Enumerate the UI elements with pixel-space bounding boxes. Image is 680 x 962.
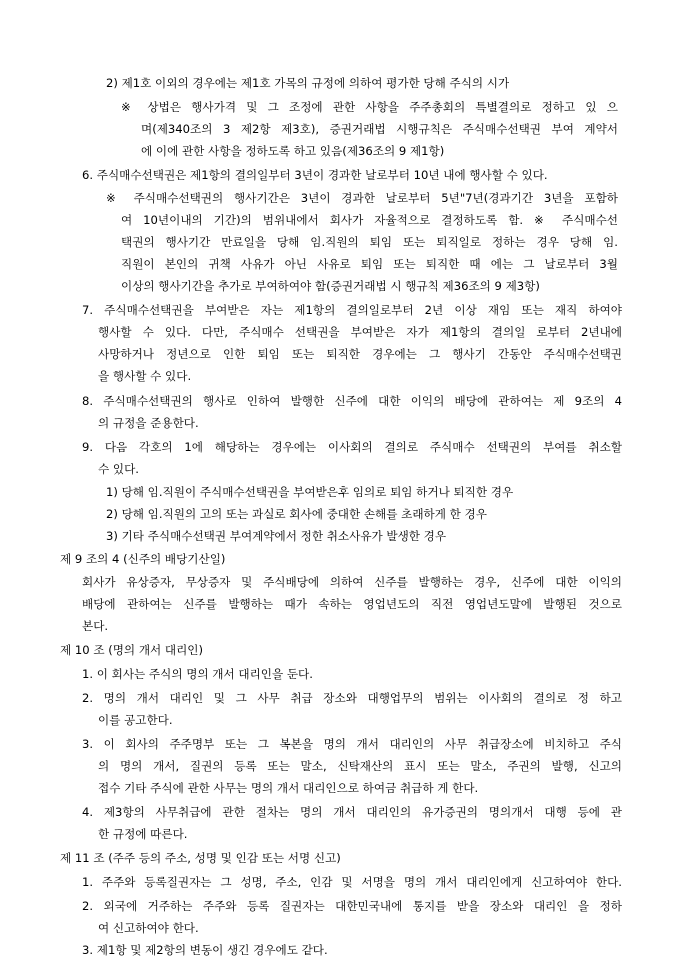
note-line: 택권의 행사기간 만료일을 당해 임.직원의 퇴임 또는 퇴직일로 정하는 경우 당해 임. <box>121 235 618 249</box>
paragraph-line: 본다. <box>82 619 109 633</box>
list-item: 을 행사할 수 있다. <box>98 369 192 383</box>
note-line: 이상의 행사기간을 추가로 부여하여야 함(증권거래법 시 행규칙 제36조의 9 제3항) <box>121 279 540 293</box>
list-item: 1. 이 회사는 주식의 명의 개서 대리인을 둔다. <box>82 667 313 681</box>
list-item: 9. 다음 각호의 1에 해당하는 경우에는 이사회의 결의로 주식매수 선택권의 부여를 취소할 <box>82 440 622 454</box>
list-item: 여 신고하여야 한다. <box>98 921 199 935</box>
note-line: 직원이 본인의 귀책 사유가 아닌 사유로 퇴임 또는 퇴직한 때 에는 그 날로부터 3월 <box>121 257 618 271</box>
note-line: 여 10년이내의 기간)의 범위내에서 회사가 자율적으로 결정하도록 함. ※ 주식매수선 <box>121 213 618 227</box>
text-line: 2) 제1호 이외의 경우에는 제1호 가목의 규정에 의하여 평가한 당해 주식의 시가 <box>106 76 510 90</box>
list-item: 의 명의 개서, 질권의 등록 또는 말소, 신탁재산의 표시 또는 말소, 주권의 발행, 신고의 <box>98 759 622 773</box>
list-item: 3. 제1항 및 제2항의 변동이 생긴 경우에도 같다. <box>82 943 328 957</box>
sub-item: 2) 당해 임.직원의 고의 또는 과실로 회사에 중대한 손해를 초래하게 한 경우 <box>106 507 487 521</box>
list-item: 3. 이 회사의 주주명부 또는 그 복본을 명의 개서 대리인의 사무 취급장소에 비치하고 주식 <box>82 737 622 751</box>
note-line: 며(제340조의 3 제2항 제3호), 증권거래법 시행규칙은 주식매수선택권 부여 계약서 <box>141 122 618 136</box>
list-item: 의 규정을 준용한다. <box>98 416 199 430</box>
list-item: 4. 제3항의 사무취급에 관한 절차는 명의 개서 대리인의 유가증권의 명의개서 대행 등에 관 <box>82 805 622 819</box>
sub-item: 3) 기타 주식매수선택권 부여계약에서 정한 취소사유가 발생한 경우 <box>106 529 447 543</box>
list-item: 수 있다. <box>98 462 139 476</box>
list-item: 6. 주식매수선택권은 제1항의 결의일부터 3년이 경과한 날로부터 10년 내에 행사할 수 있다. <box>82 168 548 182</box>
note-line: ※ 상법은 행사가격 및 그 조정에 관한 사항을 주주총회의 특별결의로 정하고 있 으 <box>121 100 618 114</box>
paragraph-line: 배당에 관하여는 신주를 발행하는 때가 속하는 영업년도의 직전 영업년도말에 발행된 것으로 <box>82 597 622 611</box>
list-item: 2. 명의 개서 대리인 및 그 사무 취급 장소와 대행업무의 범위는 이사회의 결의로 정 하고 <box>82 691 622 705</box>
article-heading: 제 9 조의 4 (신주의 배당기산일) <box>60 552 226 566</box>
article-heading: 제 10 조 (명의 개서 대리인) <box>60 643 204 657</box>
sub-item: 1) 당해 임.직원이 주식매수선택권을 부여받은후 임의로 퇴임 하거나 퇴직한 경우 <box>106 485 514 499</box>
list-item: 행사할 수 있다. 다만, 주식매수 선택권을 부여받은 자가 제1항의 결의일 로부터 2년내에 <box>98 325 622 339</box>
note-line: 에 이에 관한 사항을 정하도록 하고 있음(제36조의 9 제1항) <box>141 144 445 158</box>
article-heading: 제 11 조 (주주 등의 주소, 성명 및 인감 또는 서명 신고) <box>60 851 341 865</box>
list-item: 사망하거나 정년으로 인한 퇴임 또는 퇴직한 경우에는 그 행사기 간동안 주식매수선택권 <box>98 347 622 361</box>
list-item: 한 규정에 따른다. <box>98 827 188 841</box>
list-item: 7. 주식매수선택권을 부여받은 자는 제1항의 결의일로부터 2년 이상 재임 또는 재직 하여야 <box>82 303 622 317</box>
list-item: 8. 주식매수선택권의 행사로 인하여 발행한 신주에 대한 이익의 배당에 관하여는 제 9조의 4 <box>82 394 622 408</box>
list-item: 1. 주주와 등록질권자는 그 성명, 주소, 인감 및 서명을 명의 개서 대리인에게 신고하여야 한다. <box>82 875 622 889</box>
list-item: 2. 외국에 거주하는 주주와 등록 질권자는 대한민국내에 통지를 받을 장소와 대리인 을 정하 <box>82 899 622 913</box>
paragraph-line: 회사가 유상증자, 무상증자 및 주식배당에 의하여 신주를 발행하는 경우, 신주에 대한 이익의 <box>82 575 622 589</box>
note-line: ※ 주식매수선택권의 행사기간은 3년이 경과한 날로부터 5년"7년(경과기간 3년을 포함하 <box>106 191 618 205</box>
list-item: 접수 기타 주식에 관한 사무는 명의 개서 대리인으로 하여금 취급하 게 한다. <box>98 781 479 795</box>
list-item: 이를 공고한다. <box>98 713 173 727</box>
